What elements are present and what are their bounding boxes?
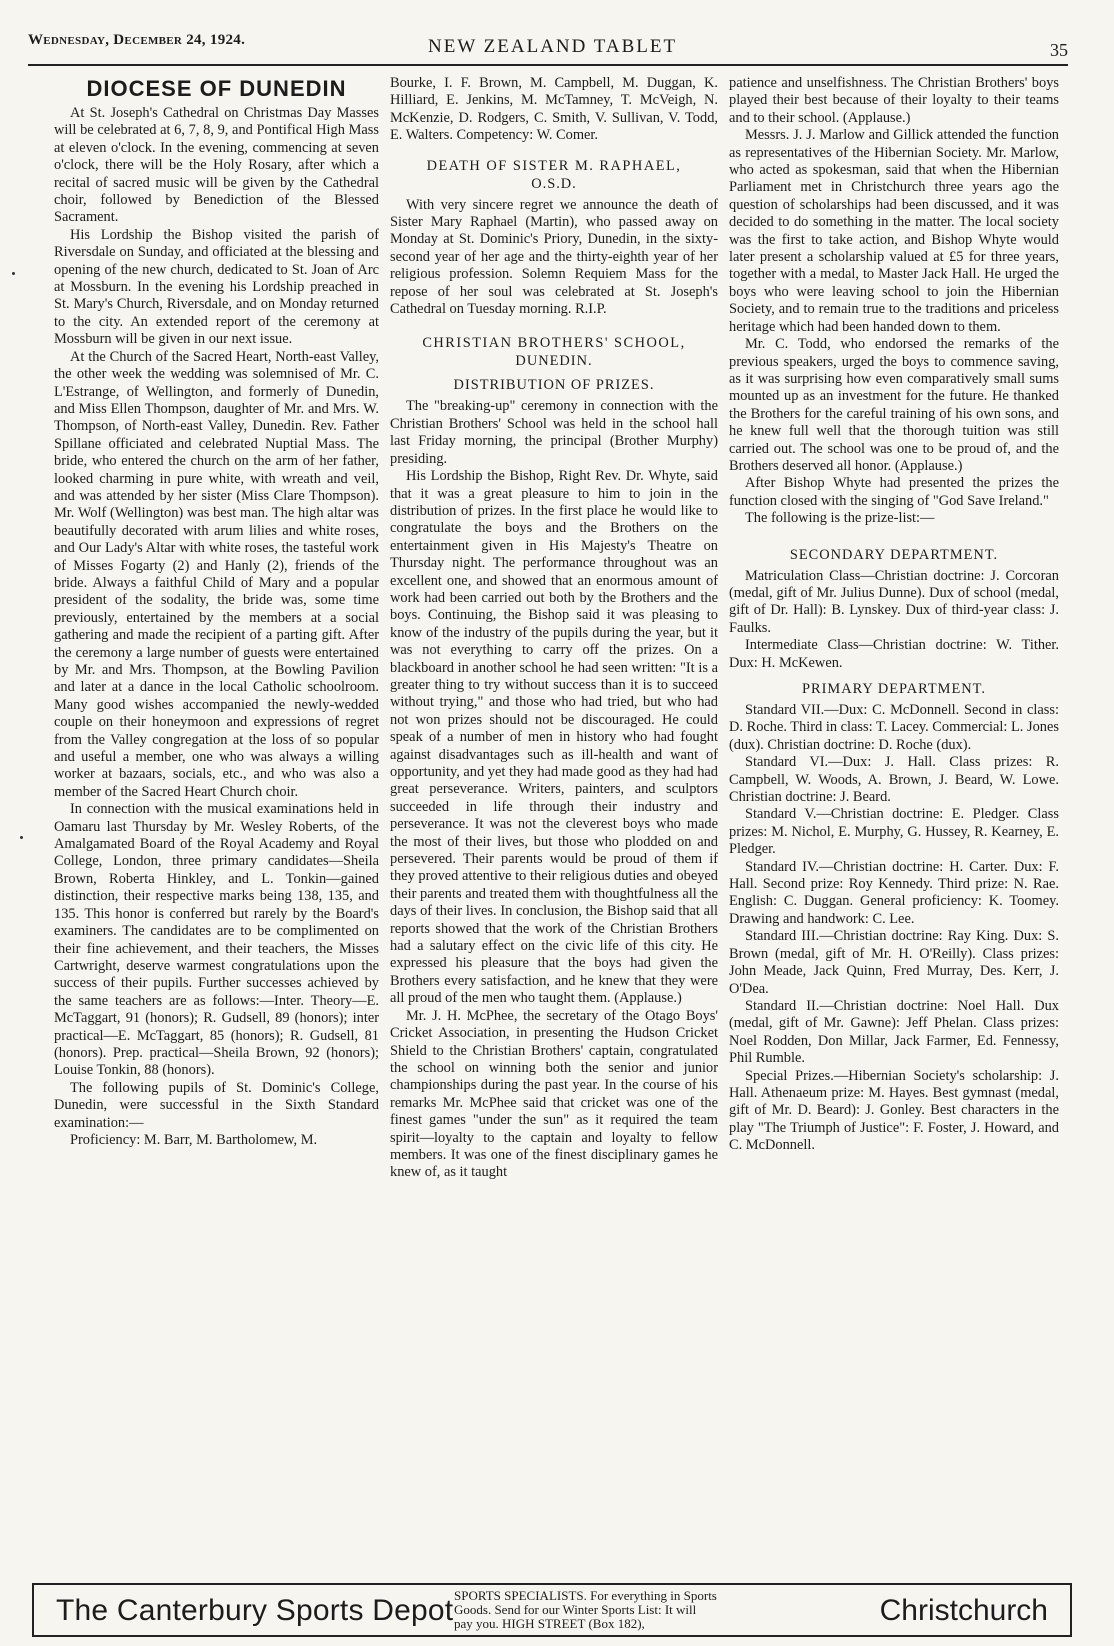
- article-paragraph: Mr. J. H. McPhee, the secretary of the Otago Boys' Cricket Association, in presenting the Hudson Cricket Shield to the Christian Brothers' captain, congratulated the school on winning both the senior and junior championships during the past year. In the course of his remarks Mr. McPhee said that cricket was one of the finest games "under the sun" as it required the team spirit—loyalty to the captain and loyalty to fellow members. It was one of the finest disciplinary games he knew of, as it taught: [390, 1007, 718, 1181]
- article-paragraph: The following pupils of St. Dominic's College, Dunedin, were successful in the Sixth Standard examination:—: [54, 1079, 379, 1131]
- ad-store-name: The Canterbury Sports Depot: [56, 1594, 454, 1627]
- advertisement-banner: [32, 1583, 1072, 1637]
- school-heading-line1: CHRISTIAN BROTHERS' SCHOOL,: [422, 335, 686, 352]
- article-paragraph: The "breaking-up" ceremony in connection with the Christian Brothers' School was held in the school hall last Friday morning, the principal (Brother Murphy) presiding.: [390, 398, 718, 467]
- diocese-heading: DIOCESE OF DUNEDIN: [86, 76, 347, 101]
- prize-paragraph: Standard III.—Christian doctrine: Ray King. Dux: S. Brown (medal, gift of Mr. H. O'Reilly). Class prizes: John Meade, Jack Quinn, Fred Murray, Des. Kerr, J. O'Dea.: [729, 928, 1059, 997]
- spacer: [729, 528, 1059, 540]
- primary-dept-heading: PRIMARY DEPARTMENT.: [802, 681, 986, 697]
- prize-paragraph: Standard II.—Christian doctrine: Noel Hall. Dux (medal, gift of Mr. Gawne): Jeff Phelan. Class prizes: Noel Rodden, Don Millar, Jack Farmer, Ed. Fennessy, Phil Rumble.: [729, 997, 1059, 1067]
- prize-paragraph: Standard IV.—Christian doctrine: H. Carter. Dux: F. Hall. Second prize: Roy Kennedy. Third prize: N. Rae. English: C. Duggan. General proficiency: K. Toomey. Drawing and handwork: C. Lee.: [729, 858, 1059, 927]
- prize-paragraph: Intermediate Class—Christian doctrine: W. Tither. Dux: H. McKewen.: [729, 637, 1059, 671]
- prizes-heading: DISTRIBUTION OF PRIZES.: [453, 377, 655, 394]
- column-2: [390, 75, 718, 1580]
- column-1: [54, 75, 379, 1580]
- prize-paragraph: Special Prizes.—Hibernian Society's scholarship: J. Hall. Athenaeum prize: M. Hayes. Best gymnast (medal, gift of Mr. D. Beard): J. Gonley. Best characters in the play "The Triumph of Justice": F. Foster, J. Howard, and C. McDonnell.: [729, 1067, 1059, 1154]
- newspaper-title: NEW ZEALAND TABLET: [428, 36, 678, 57]
- prize-paragraph: Standard VI.—Dux: J. Hall. Class prizes: R. Campbell, W. Woods, A. Brown, J. Beard, W. Lowe. Christian doctrine: J. Beard.: [729, 754, 1059, 806]
- ad-line: Goods. Send for our Winter Sports List: It will: [454, 1602, 697, 1617]
- article-paragraph: Mr. C. Todd, who endorsed the remarks of the previous speakers, urged the boys to commence saving, as it was surprising how even comparatively small sums mounted up as an investment for the future. He thanked the Brothers for the careful training of his own sons, and he knew full well that the thorough tuition was still carried out. The school was one to be proud of, and the Brothers deserved all honor. (Applause.): [729, 336, 1059, 474]
- issue-date: Wednesday, December 24, 1924.: [28, 32, 246, 48]
- continued-paragraph: patience and unselfishness. The Christian Brothers' boys played their best because of their loyalty to their teams and to their school. (Applause.): [729, 75, 1059, 126]
- prize-paragraph: Standard VII.—Dux: C. McDonnell. Second in class: D. Roche. Third in class: T. Lacey. Commercial: L. Jones (dux). Christian doctrine: D. Roche (dux).: [729, 702, 1059, 753]
- death-heading-line2: O.S.D.: [531, 175, 577, 192]
- death-paragraph: With very sincere regret we announce the death of Sister Mary Raphael (Martin), who passed away on Monday at St. Dominic's Priory, Dunedin, in the sixty-second year of her age and the thirty-eighth year of her religious profession. Solemn Requiem Mass for the repose of her soul was celebrated at St. Joseph's Cathedral on Tuesday morning. R.I.P.: [390, 196, 718, 318]
- page-header: [28, 24, 1068, 66]
- margin-mark: [20, 836, 23, 839]
- article-paragraph: Proficiency: M. Barr, M. Bartholomew, M.: [70, 1131, 318, 1148]
- article-paragraph: His Lordship the Bishop, Right Rev. Dr. Whyte, said that it was a great pleasure to him to join in the distribution of prizes. In the first place he would like to congratulate the boys and the Brothers on the entertainment given in His Majesty's Theatre on Thursday night. The performance throughout was an excellent one, and showed that an enormous amount of work had been carried out both by the Brothers and the boys. Continuing, the Bishop said it was pleasing to know of the industry of the pupils during the year, but it was not everything to carry off the prizes. On a blackboard in another school he had seen written: "It is a greater thing to try without success than it is to succeed without trying," and those who had tried, but who had not won prizes should not be discouraged. He could speak of a number of men in history who had fought against disadvantages such as ill-health and want of opportunity, and yet they had made good as they had had great perseverance. Writers, painters, and sculptors succeeded in life through their industry and perseverance. It was not the cleverest boys who made the most of their lives, but those who plodded on and persevered. Their parents would be proud of them if they proved attentive to their religious duties and obeyed their parents and treated them with thoughtfulness all the days of their lives. In conclusion, the Bishop said that all reports showed that the work of the Christian Brothers had a salutary effect on the civic life of this city. He expressed his pleasure that the boys had given the Brothers every satisfaction, and he knew that they were all proud of the men who taught them. (Applause.): [390, 468, 718, 1007]
- column-3: [729, 75, 1059, 1580]
- margin-mark: [12, 272, 15, 275]
- article-paragraph: At the Church of the Sacred Heart, North-east Valley, the other week the wedding was solemnised of Mr. C. L'Estrange, of Wellington, and formerly of Dunedin, and Miss Ellen Thompson, daughter of Mr. and Mrs. W. Thompson, of North-east Valley, Dunedin. Rev. Father Spillane officiated and celebrated Nuptial Mass. The bride, who entered the church on the arm of her father, looked charming in pure white, with wreath and veil, and was attended by her sister (Miss Clare Thompson). Mr. Wolf (Wellington) was best man. The high altar was beautifully decorated with arum lilies and white roses, and Our Lady's Altar with white roses, the tasteful work of Misses Fogarty (2) and Hanly (2), friends of the bride. Always a faithful Child of Mary and a popular president of the sodality, the bride was, some time previously, entertained by the members at a social gathering and made the recipient of a parting gift. After the ceremony a large number of guests were entertained by Mr. and Mrs. Thompson, at the Bowling Pavilion and later at a dance in the local Catholic schoolroom. Many good wishes accompanied the newly-wedded couple on their honeymoon and expressions of regret from the Valley congregation at the loss of so popular and useful a member, one who was always a willing worker at bazaars, socials, etc., and who was also a member of the Sacred Heart Church choir.: [54, 348, 379, 800]
- article-paragraph: The following is the prize-list:—: [745, 510, 935, 527]
- school-heading-line2: DUNEDIN.: [515, 353, 593, 370]
- prize-paragraph: Standard V.—Christian doctrine: E. Pledger. Class prizes: M. Nichol, E. Murphy, G. Hussey, R. Kearney, E. Pledger.: [729, 806, 1059, 858]
- ad-line: pay you. HIGH STREET (Box 182),: [454, 1616, 645, 1631]
- page-number: 35: [1050, 40, 1068, 60]
- continued-paragraph: Bourke, I. F. Brown, M. Campbell, M. Duggan, K. Hilliard, E. Jenkins, M. McTamney, T. McVeigh, N. McKenzie, D. Rodgers, C. Smith, V. Sullivan, V. Todd, E. Walters. Competency: W. Comer.: [390, 75, 718, 144]
- secondary-dept-heading: SECONDARY DEPARTMENT.: [789, 546, 999, 563]
- article-paragraph: After Bishop Whyte had presented the prizes the function closed with the singing of "God Save Ireland.": [729, 475, 1059, 509]
- article-paragraph: His Lordship the Bishop visited the parish of Riversdale on Sunday, and officiated at the blessing and opening of the new church, dedicated to St. Joan of Arc at Mossburn. In the evening his Lordship preached in St. Mary's Church, Riversdale, and on Monday returned to the city. An extended report of the ceremony at Mossburn will be given in our next issue.: [54, 226, 379, 348]
- ad-city: Christchurch: [879, 1594, 1048, 1627]
- ad-line: SPORTS SPECIALISTS. For everything in Sports: [454, 1588, 717, 1603]
- article-paragraph: At St. Joseph's Cathedral on Christmas Day Masses will be celebrated at 6, 7, 8, 9, and Pontifical High Mass at eleven o'clock. In the evening, commencing at seven o'clock, there will be the Holy Rosary, after which a recital of sacred music will be given by the Cathedral choir, followed by Benediction of the Blessed Sacrament.: [54, 105, 379, 226]
- death-heading-line1: DEATH OF SISTER M. RAPHAEL,: [426, 157, 682, 174]
- ad-details: [454, 1589, 854, 1631]
- article-paragraph: Messrs. J. J. Marlow and Gillick attended the function as representatives of the Hibernian Society. Mr. Marlow, who acted as spokesman, said that when the Hibernian Parliament met in Christchurch three years ago the question of scholarships had been discussed, and it was decided to do something in the matter. The local society was the first to take action, and Bishop Whyte would later present a scholarship valued at £5 for three years, together with a medal, to Master Jack Hall. He urged the boys who were leaving school to join the Hibernian Society, and to remain true to the traditions and priceless heritage which had been handed down to them.: [729, 127, 1059, 335]
- article-paragraph: In connection with the musical examinations held in Oamaru last Thursday by Mr. Wesley Roberts, of the Amalgamated Board of the Royal Academy and Royal College, London, three primary candidates—Sheila Brown, Roberta Hinkley, and L. Tonkin—gained distinction, their respective marks being 138, 135, and 135. This honor is conferred but rarely by the Board's examiners. The candidates are to be complimented on their fine achievement, and their teachers, the Misses Cartwright, deserve warmest congratulations upon the success of their pupils. Further successes achieved by the same teachers are as follows:—Inter. Theory—E. McTaggart, 91 (honors); R. Gudsell, 89 (honors); inter practical—E. McTaggart, 85 (honors); R. Gudsell, 81 (honors). Prep. practical—Sheila Brown, 92 (honors); Louise Tonkin, 88 (honors).: [54, 801, 379, 1079]
- prize-paragraph: Matriculation Class—Christian doctrine: J. Corcoran (medal, gift of Mr. Julius Dunne). Dux of school (medal, gift of Dr. Hall): B. Lynskey. Dux of third-year class: J. Faulks.: [729, 567, 1059, 636]
